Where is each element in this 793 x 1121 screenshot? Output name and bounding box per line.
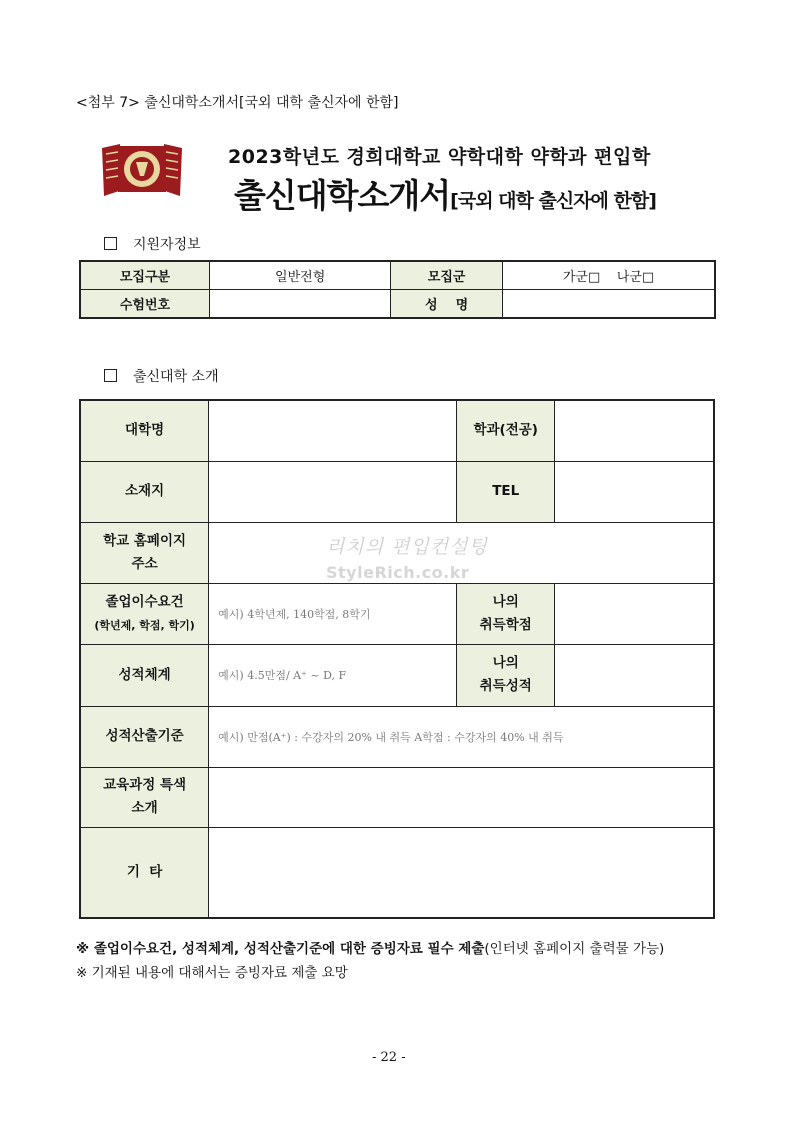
- label-grading-criteria: 성적산출기준: [80, 706, 209, 767]
- document-title-line1: 2023학년도 경희대학교 약학대학 약학과 편입학: [228, 146, 651, 168]
- page-number: - 22 -: [372, 1050, 406, 1065]
- document-title-line2: [234, 170, 656, 217]
- label-homepage: 학교 홈페이지 주소: [80, 522, 209, 583]
- value-location[interactable]: [209, 461, 457, 522]
- label-other: 기 타: [80, 827, 209, 918]
- note-evidence-required: ※ 졸업이수요건, 성적체계, 성적산출기준에 대한 증빙자료 필수 제출(인터넷 홈페이지 출력물 가능): [76, 941, 665, 957]
- value-curriculum[interactable]: [209, 767, 714, 827]
- label-my-credits: 나의 취득학점: [457, 583, 555, 644]
- watermark-url: StyleRich.co.kr: [326, 563, 470, 582]
- value-my-grade[interactable]: [555, 644, 714, 706]
- title-sub: [국외 대학 출신자에 한함]: [450, 190, 656, 212]
- value-tel[interactable]: [555, 461, 714, 522]
- value-graduation-requirements[interactable]: 예시) 4학년제, 140학점, 8학기: [209, 583, 457, 644]
- table-row: [80, 400, 714, 461]
- checkbox-square-icon: [104, 237, 117, 250]
- label-exam-number: 수험번호: [80, 290, 210, 319]
- title-main: 출신대학소개서: [234, 176, 451, 215]
- university-intro-table: [79, 399, 715, 919]
- table-row: [80, 767, 714, 827]
- label-my-grade: 나의 취득성적: [457, 644, 555, 706]
- applicant-info-table: [79, 260, 716, 319]
- note-evidence-request: ※ 기재된 내용에 대해서는 증빙자료 제출 요망: [76, 965, 348, 981]
- table-row: [80, 290, 715, 319]
- value-department[interactable]: [555, 400, 714, 461]
- value-exam-number[interactable]: [210, 290, 391, 319]
- table-row: [80, 261, 715, 290]
- table-row: [80, 827, 714, 918]
- value-other[interactable]: [209, 827, 714, 918]
- value-my-credits[interactable]: [555, 583, 714, 644]
- label-curriculum: 교육과정 특색 소개: [80, 767, 209, 827]
- label-recruit-group: 모집군: [391, 261, 503, 290]
- label-recruit-type: 모집구분: [80, 261, 210, 290]
- table-row: [80, 461, 714, 522]
- value-grading-criteria[interactable]: 예시) 만점(A⁺) : 수강자의 20% 내 취득 A학점 : 수강자의 40% 내 취득: [209, 706, 714, 767]
- university-emblem-icon: [98, 140, 186, 200]
- label-tel: TEL: [457, 461, 555, 522]
- label-university-name: 대학명: [80, 400, 209, 461]
- label-graduation-requirements: 졸업이수요건 (학년제, 학점, 학기): [80, 583, 209, 644]
- section-applicant-info-heading: 지원자정보: [104, 234, 201, 254]
- table-row: [80, 583, 714, 644]
- value-name[interactable]: [502, 290, 715, 319]
- table-row: [80, 644, 714, 706]
- value-university-name[interactable]: [209, 400, 457, 461]
- label-department: 학과(전공): [457, 400, 555, 461]
- label-location: 소재지: [80, 461, 209, 522]
- watermark-text: 리치의 편입컨설팅: [326, 536, 488, 558]
- attachment-header: <첨부 7> 출신대학소개서[국외 대학 출신자에 한함]: [76, 95, 399, 111]
- section-university-intro-heading: 출신대학 소개: [104, 366, 219, 386]
- checkbox-square-icon: [104, 369, 117, 382]
- value-grading-system[interactable]: 예시) 4.5만점/ A⁺ ~ D, F: [209, 644, 457, 706]
- label-grading-system: 성적체계: [80, 644, 209, 706]
- value-recruit-group[interactable]: 가군□ 나군□: [502, 261, 715, 290]
- value-recruit-type[interactable]: 일반전형: [210, 261, 391, 290]
- label-name: 성 명: [391, 290, 503, 319]
- table-row: [80, 706, 714, 767]
